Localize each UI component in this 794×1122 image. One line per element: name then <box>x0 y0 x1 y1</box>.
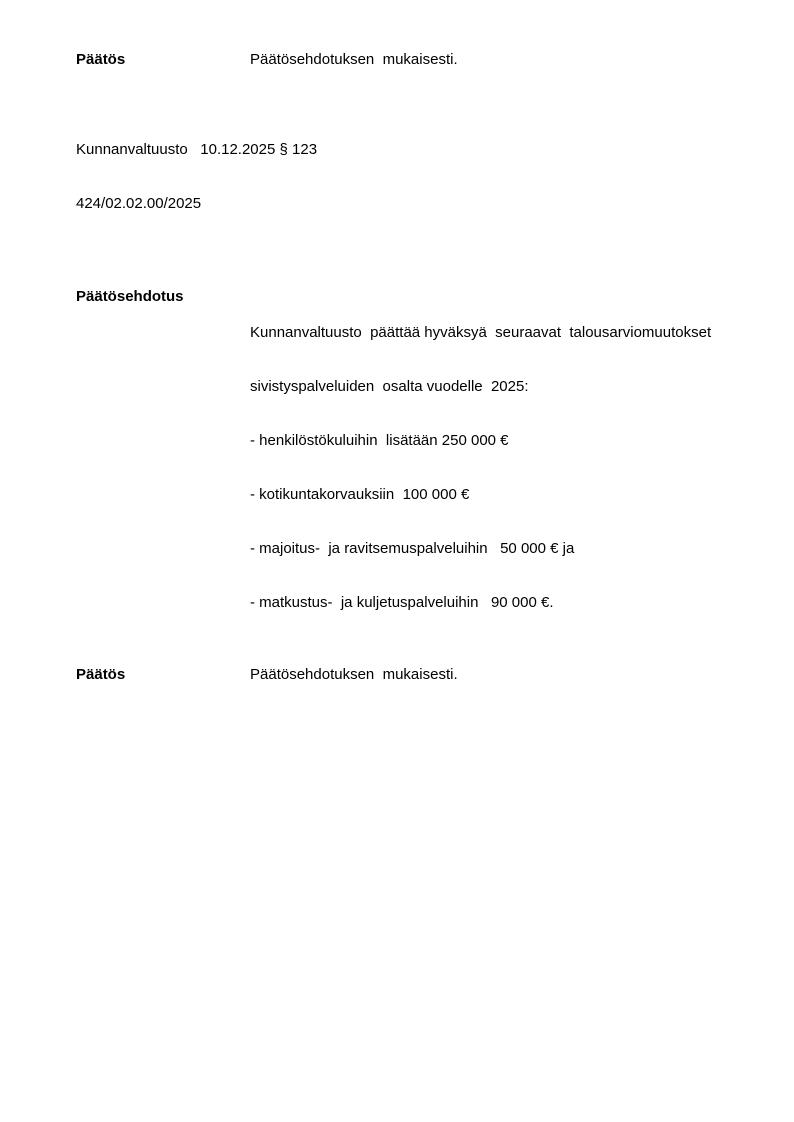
decision-section-bottom <box>76 666 754 684</box>
proposal-section <box>76 288 754 648</box>
budget-item-travel-transport: - matkustus- ja kuljetuspalveluihin 90 000 €. <box>250 594 554 611</box>
budget-item-home-municipality: - kotikuntakorvauksiin 100 000 € <box>250 486 470 503</box>
budget-item-accommodation-catering: - majoitus- ja ravitsemuspalveluihin 50 000 € ja <box>250 540 575 557</box>
proposal-line-2: sivistyspalveluiden osalta vuodelle 2025: <box>250 378 529 395</box>
proposal-line-1: Kunnanvaltuusto päättää hyväksyä seuraavat talousarviomuutokset <box>250 324 712 341</box>
case-number: 424/02.02.00/2025 <box>76 195 202 212</box>
proposal-content <box>250 288 754 648</box>
decision-text-bottom: Päätösehdotuksen mukaisesti. <box>250 666 458 683</box>
meeting-body-and-date: Kunnanvaltuusto 10.12.2025 § 123 <box>76 141 318 158</box>
budget-item-personnel: - henkilöstökuluihin lisätään 250 000 € <box>250 432 509 449</box>
decision-label-top: Päätös <box>76 51 126 68</box>
decision-section-top <box>76 51 754 69</box>
decision-text-top: Päätösehdotuksen mukaisesti. <box>250 51 458 68</box>
decision-label-bottom: Päätös <box>76 666 126 683</box>
meeting-reference-block <box>76 105 754 249</box>
proposal-label: Päätösehdotus <box>76 288 184 305</box>
